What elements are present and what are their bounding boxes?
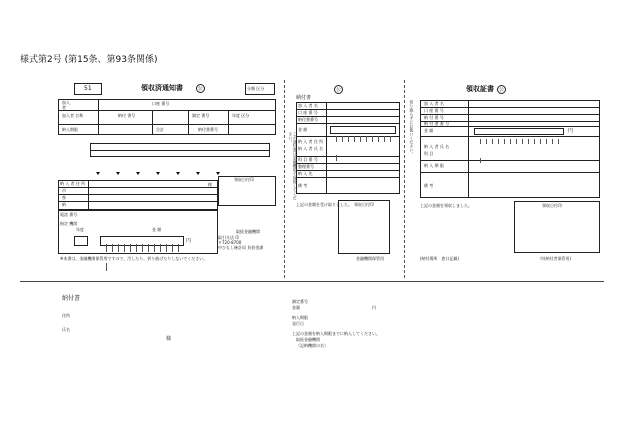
middle-row-1: 加 入 者 名	[298, 103, 318, 108]
middle-row-10: 備 考	[298, 183, 308, 188]
bank-info-4: 中ひもし統計局 負担金課	[218, 245, 264, 250]
kanyu-label: 加入	[62, 100, 70, 105]
year-cell	[74, 236, 88, 246]
right-note: 上記の金額を領収しました。	[420, 203, 472, 208]
nendo-label: 年度 区分	[232, 113, 250, 118]
middle-row-3: 納付書番号	[298, 117, 318, 122]
left-form-title: 領収済通知書	[141, 84, 183, 92]
middle-foot: 金融機関保管用	[356, 256, 384, 261]
nofu-label: 納付 書号	[118, 113, 136, 118]
bottom-hakko-bi: 発行日	[292, 321, 304, 326]
bottom-yen: 円	[372, 305, 376, 310]
middle-ryoshu-label: 領収日付印	[354, 202, 374, 207]
marker-icon	[96, 172, 100, 175]
right-row-7: 科 目	[424, 151, 434, 156]
middle-row-2: 口 座 番 号	[298, 110, 318, 115]
marker-icon	[176, 172, 180, 175]
sama-label: 様	[208, 182, 212, 187]
middle-row-4: 金 額	[298, 127, 308, 132]
bottom-note-2: 取扱金融機関	[296, 337, 320, 342]
footnote: ※本書は、金融機関保管用ですので、汚したり、折り曲げたりしないでください。	[60, 256, 208, 261]
right-row-1: 加 入 者 名	[424, 101, 444, 106]
shitei-kikan-label: 指定 機関	[60, 221, 78, 226]
koza-bango-label: 口座 番号	[152, 101, 170, 106]
bank-info-2: 取引支店 印	[218, 235, 240, 240]
marker-icon	[216, 172, 220, 175]
bank-info-1: 取扱金融機関	[236, 229, 260, 234]
chosha-label: 調定 番号	[192, 113, 210, 118]
bottom-kingaku: 金額	[292, 305, 300, 310]
perforation-right	[404, 80, 405, 278]
perforation-bottom	[20, 281, 604, 282]
kanyusha-meisho-label: 加入者 名称	[62, 113, 84, 118]
marker-icon	[116, 172, 120, 175]
right-yen-label: 円	[568, 128, 574, 134]
middle-ryoshu-box	[338, 200, 390, 254]
marker-icon	[196, 172, 200, 175]
bottom-title: 納付書	[62, 295, 81, 302]
kingaku-cells	[100, 236, 184, 246]
right-foot-left: (納付場所 窓口記載)	[420, 256, 460, 261]
bottom-note-3: （記納機関の名）	[296, 343, 328, 348]
marker-icon	[136, 172, 140, 175]
bank-info-3: 〒720-8700	[218, 240, 242, 245]
right-row-8: 納 入 期 限	[424, 163, 444, 168]
middle-row-7: 科 目 番 号	[298, 157, 318, 162]
middle-row-9: 納 入 先	[298, 171, 313, 176]
nofusha-label: 納 入 者 住 所	[60, 181, 86, 186]
middle-amount-cells	[330, 126, 396, 134]
right-row-3: 納 付 番 号	[424, 115, 444, 120]
right-vertical-note: 切り取らずにお使いください。	[409, 100, 415, 156]
right-row-9: 備 考	[424, 183, 434, 188]
ryoshu-hizuke-label: 領収日付印	[234, 177, 254, 182]
bottom-nonyu-kigen: 納入期限	[292, 315, 308, 320]
stamp-icon: 公	[498, 87, 504, 93]
right-row-6: 納 入 者 氏 名	[424, 144, 450, 149]
right-table	[420, 100, 600, 198]
right-ryoshu-label: 領収日付印	[542, 203, 562, 208]
category-label: 分類 区分	[247, 86, 265, 91]
middle-note: 上記の金額を受け取りました。	[296, 202, 352, 207]
koumoku-2: 県	[62, 195, 66, 200]
gokei-label: 合計	[156, 127, 164, 132]
stamp-icon: 公	[197, 86, 203, 92]
form-number: 51	[84, 85, 92, 92]
right-ryoshu-box	[514, 201, 600, 253]
yen-label: 円	[186, 238, 192, 244]
bottom-sama: 様	[166, 336, 172, 342]
middle-row-6: 納 入 者 氏 名	[298, 146, 324, 151]
marker-icon	[156, 172, 160, 175]
middle-vertical-note: この通知書は金融機関で保管してください。	[288, 132, 298, 200]
page-title: 様式第2号 (第15条、第93条関係)	[20, 55, 158, 65]
koumoku-4: 電話 番号	[60, 212, 78, 217]
bottom-note-1: 上記の金額を納入期限までに納入してください。	[292, 331, 380, 336]
right-row-2: 口 座 番 号	[424, 108, 444, 113]
right-row-4: 納 付 書 番 号	[424, 121, 450, 126]
middle-row-5: 納 入 者 住 所	[298, 139, 324, 144]
koumoku-1: 市	[62, 188, 66, 193]
right-amount-cells	[474, 128, 564, 135]
middle-row-8: 整理番号	[298, 164, 314, 169]
stamp-icon: 公	[335, 87, 341, 93]
nen-label: 年度	[76, 227, 84, 232]
kingaku-label: 金 額	[152, 227, 162, 232]
right-row-5: 金 額	[424, 128, 434, 133]
nyukin-date-label: 納入期限	[62, 127, 78, 132]
middle-header: 納付書	[296, 95, 312, 101]
right-form-title: 領収証書	[466, 85, 494, 93]
sha-label: 者	[62, 105, 66, 110]
nofusho-bango-label: 納付書番号	[198, 127, 218, 132]
bottom-chotei-bango: 調定番号	[292, 299, 308, 304]
koumoku-3: 納	[62, 202, 66, 207]
bottom-jusho: 住所	[62, 313, 70, 318]
right-foot-right: 市(納付者保管用)	[540, 256, 572, 261]
perforation-left	[284, 80, 285, 278]
bottom-shimei: 氏名	[62, 327, 70, 332]
